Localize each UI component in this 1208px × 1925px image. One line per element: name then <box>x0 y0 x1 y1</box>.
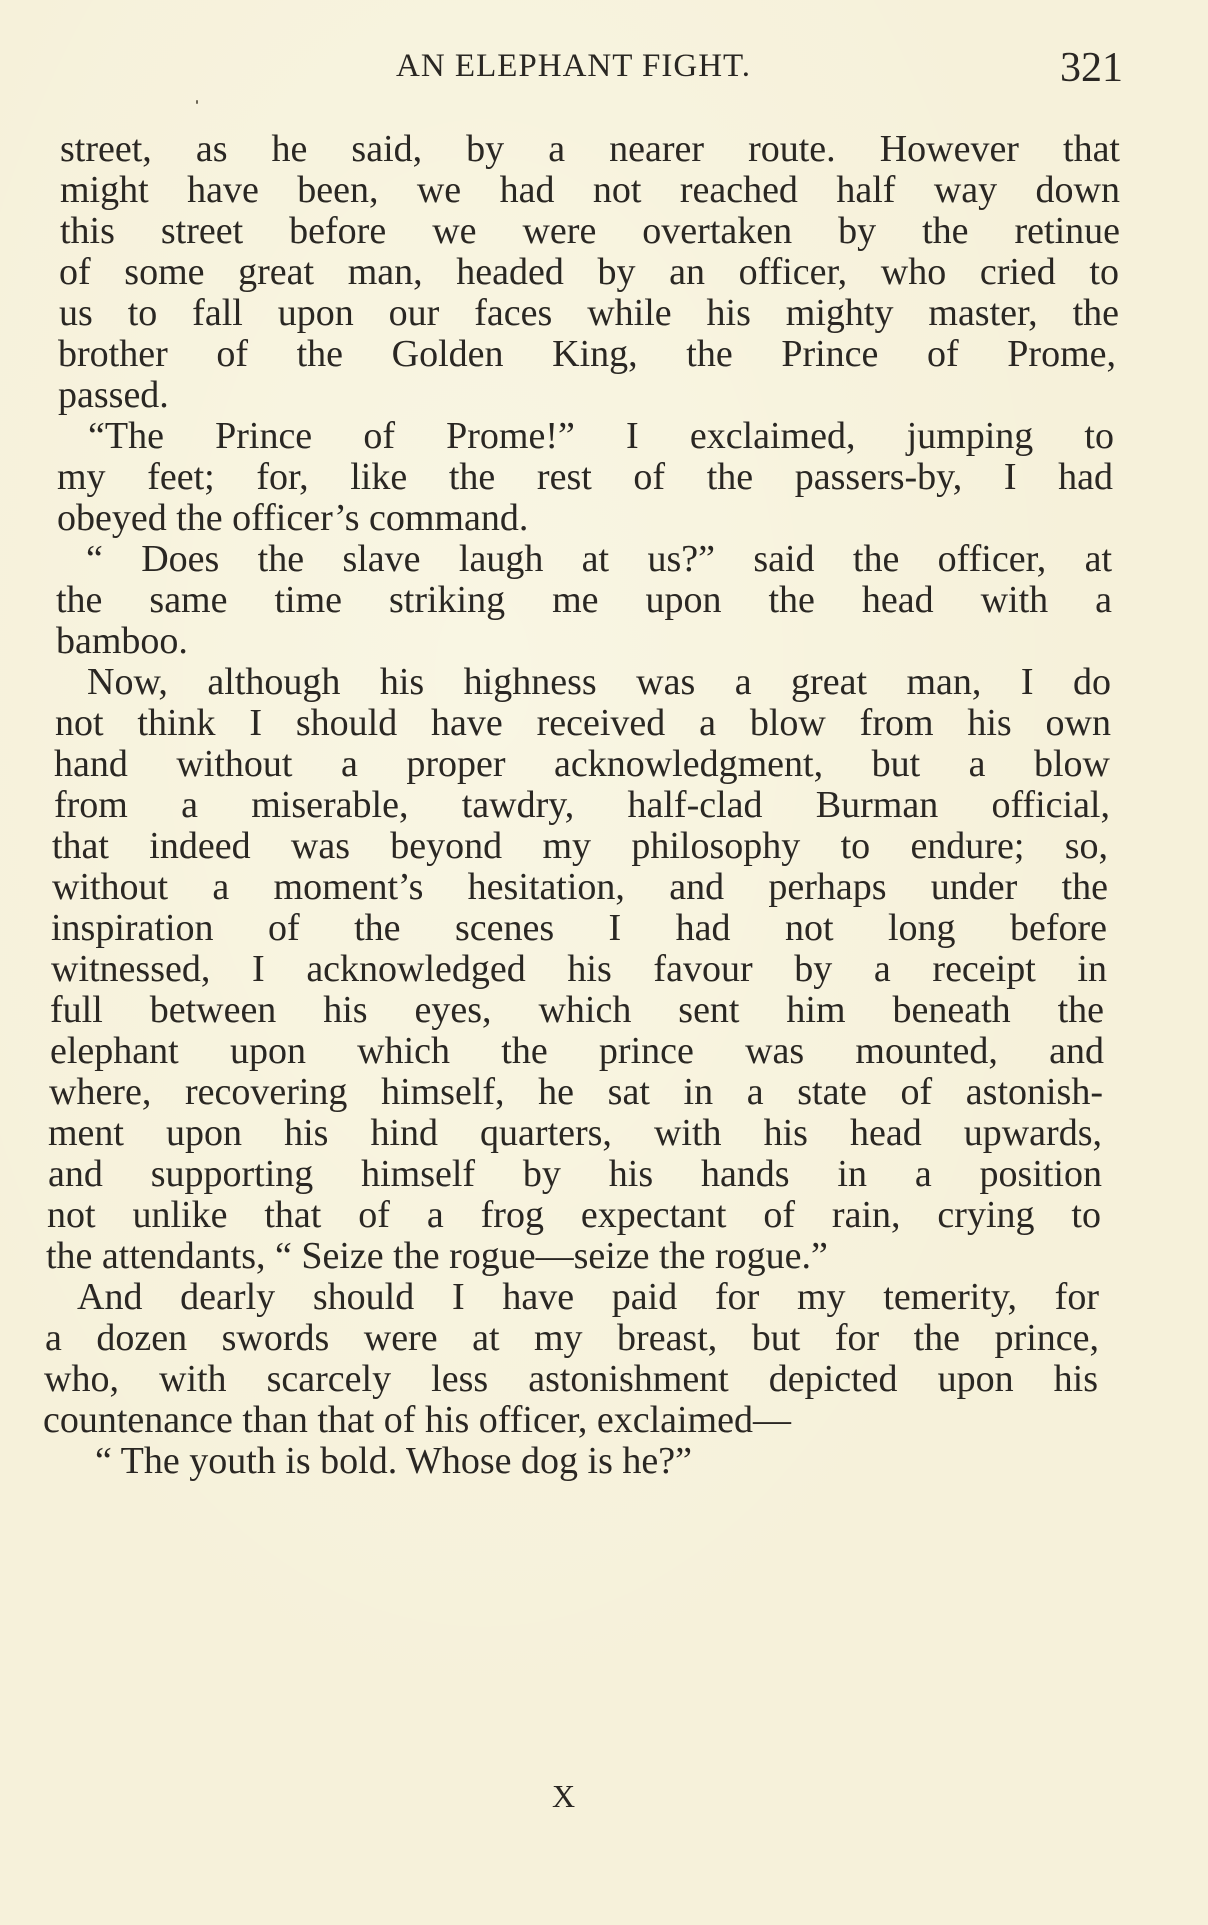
text-line: bamboo. <box>56 620 188 662</box>
text-line: not unlike that of a frog expectant of rain, crying to <box>47 1194 1101 1236</box>
text-line: passed. <box>58 374 169 416</box>
text-line: that indeed was beyond my philosophy to endure; so, <box>52 825 1108 867</box>
text-line: without a moment’s hesitation, and perhaps under the <box>52 866 1108 908</box>
text-line: And dearly should I have paid for my temerity, for <box>77 1276 1099 1318</box>
text-line: and supporting himself by his hands in a position <box>48 1153 1102 1195</box>
text-line: obeyed the officer’s command. <box>57 497 529 539</box>
text-line: hand without a proper acknowledgment, but a blow <box>54 743 1110 785</box>
text-line: the same time striking me upon the head with a <box>56 579 1112 621</box>
text-line: inspiration of the scenes I had not long before <box>51 907 1107 949</box>
text-line: where, recovering himself, he sat in a state of astonish- <box>49 1071 1103 1113</box>
text-line: might have been, we had not reached half way down <box>60 169 1120 211</box>
text-line: a dozen swords were at my breast, but for the prince, <box>45 1317 1099 1359</box>
running-title: AN ELEPHANT FIGHT. <box>396 48 752 84</box>
text-line: “ The youth is bold. Whose dog is he?” <box>95 1440 692 1482</box>
signature-mark: X <box>552 1778 577 1814</box>
text-line: who, with scarcely less astonishment depicted upon his <box>44 1358 1098 1400</box>
text-line: “ Does the slave laugh at us?” said the officer, at <box>86 538 1112 580</box>
page-number: 321 <box>1060 45 1123 91</box>
text-line: my feet; for, like the rest of the passers-by, I had <box>57 456 1113 498</box>
text-line: witnessed, I acknowledged his favour by a receipt in <box>51 948 1107 990</box>
text-line: of some great man, headed by an officer, who cried to <box>59 251 1119 293</box>
text-line: ment upon his hind quarters, with his head upwards, <box>48 1112 1102 1154</box>
text-line: brother of the Golden King, the Prince of Prome, <box>58 333 1116 375</box>
text-line: this street before we were overtaken by the retinue <box>60 210 1120 252</box>
text-line: not think I should have received a blow from his own <box>55 702 1111 744</box>
text-line: elephant upon which the prince was mounted, and <box>50 1030 1104 1072</box>
text-line: full between his eyes, which sent him beneath the <box>50 989 1104 1031</box>
text-line: “The Prince of Prome!” I exclaimed, jumping to <box>88 415 1114 457</box>
running-head <box>0 44 1208 94</box>
text-line: street, as he said, by a nearer route. However that <box>60 128 1120 170</box>
ink-speck <box>196 100 198 104</box>
text-line: Now, although his highness was a great man, I do <box>87 661 1111 703</box>
text-line: us to fall upon our faces while his mighty master, the <box>59 292 1119 334</box>
text-line: the attendants, “ Seize the rogue—seize the rogue.” <box>46 1235 828 1277</box>
text-line: countenance than that of his officer, exclaimed— <box>43 1399 791 1441</box>
text-line: from a miserable, tawdry, half-clad Burman official, <box>54 784 1110 826</box>
